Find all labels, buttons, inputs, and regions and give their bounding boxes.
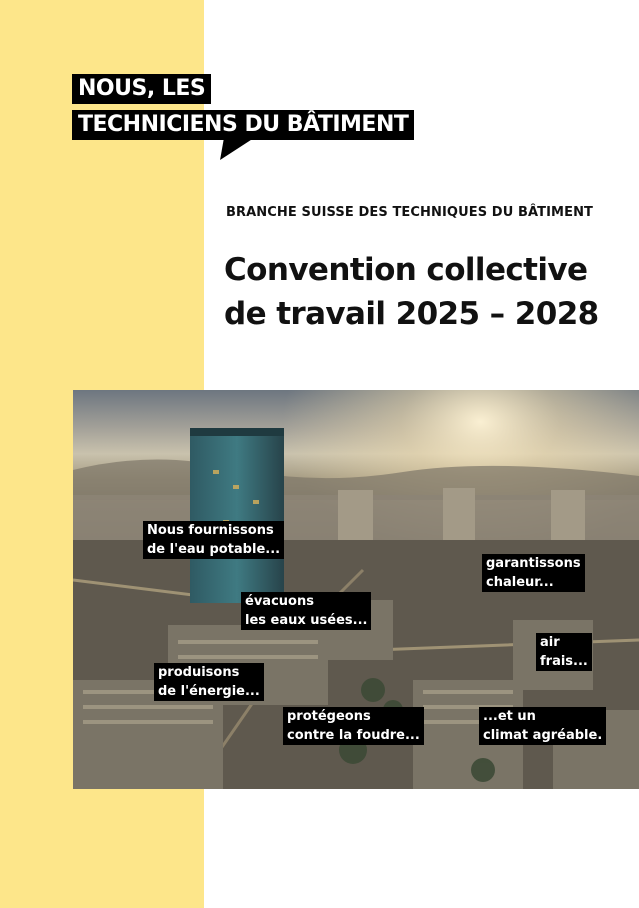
caption-line: Nous fournissons (147, 523, 274, 538)
caption-line: climat agréable. (483, 728, 603, 743)
caption-line: de l'eau potable... (147, 542, 281, 557)
caption-line: ...et un (483, 709, 536, 724)
caption-energie (154, 663, 264, 701)
page-title (224, 248, 634, 336)
branch-subtitle: BRANCHE SUISSE DES TECHNIQUES DU BÂTIMENT (226, 205, 594, 220)
caption-line: contre la foudre... (287, 728, 420, 743)
caption-line: frais... (540, 654, 588, 669)
caption-line: les eaux usées... (245, 613, 368, 628)
caption-eau-potable (143, 521, 284, 559)
caption-line: air (540, 635, 560, 650)
speech-bubble-tail-icon (220, 138, 254, 160)
caption-air-frais (536, 633, 592, 671)
city-skyline-photo (73, 390, 639, 789)
caption-line: garantissons (486, 556, 581, 571)
logo-line-1: NOUS, LES (72, 74, 211, 104)
caption-foudre (283, 707, 424, 745)
caption-chaleur (482, 554, 585, 592)
title-line-1: Convention collective (224, 252, 588, 288)
title-line-2: de travail 2025 – 2028 (224, 296, 599, 332)
caption-eaux-usees (241, 592, 371, 630)
caption-line: de l'énergie... (158, 684, 260, 699)
caption-line: chaleur... (486, 575, 554, 590)
logo-line-2: TECHNICIENS DU BÂTIMENT (72, 110, 414, 140)
caption-line: évacuons (245, 594, 314, 609)
caption-climat (479, 707, 606, 745)
caption-line: produisons (158, 665, 240, 680)
caption-line: protégeons (287, 709, 371, 724)
